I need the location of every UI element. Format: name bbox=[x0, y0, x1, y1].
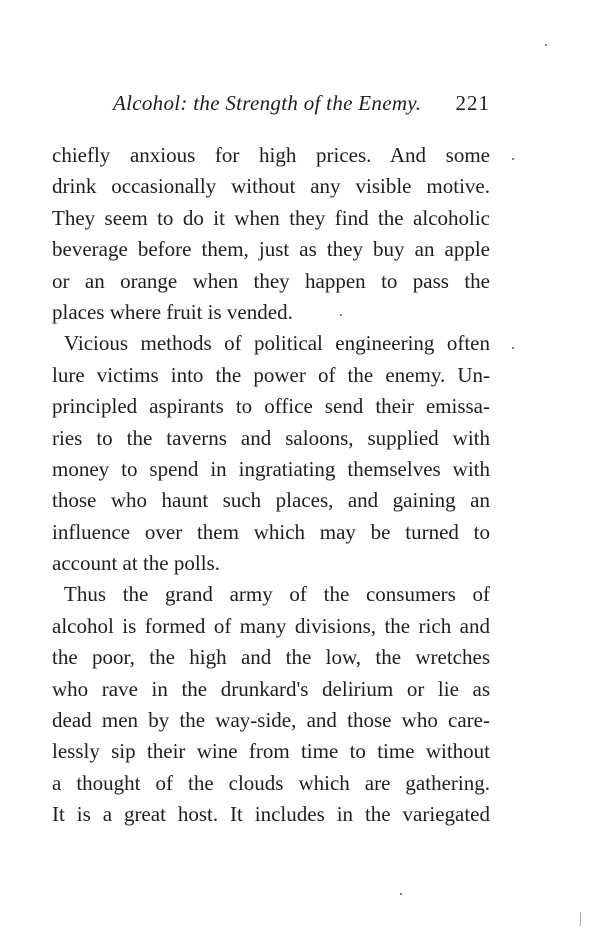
scan-speck bbox=[400, 893, 402, 895]
scan-speck bbox=[512, 158, 514, 160]
text-line: It is a great host. It includes in the variegated bbox=[52, 802, 490, 827]
text-line: or an orange when they happen to pass the bbox=[52, 268, 490, 293]
text-line: principled aspirants to office send their emissa- bbox=[52, 394, 490, 419]
scan-speck bbox=[340, 314, 342, 316]
text-line: They seem to do it when they find the alcoholic bbox=[52, 205, 490, 230]
text-line: places where fruit is vended. bbox=[52, 299, 293, 324]
text-line: drink occasionally without any visible motive. bbox=[52, 174, 490, 199]
body-text bbox=[52, 140, 490, 831]
text-line: money to spend in ingratiating themselves with bbox=[52, 456, 490, 481]
text-line: lure victims into the power of the enemy. Un- bbox=[52, 362, 490, 387]
text-line: ries to the taverns and saloons, supplied with bbox=[52, 425, 490, 450]
text-line: alcohol is formed of many divisions, the rich and bbox=[52, 613, 490, 638]
text-line: influence over them which may be turned to bbox=[52, 519, 490, 544]
scan-speck bbox=[512, 347, 514, 349]
text-line: those who haunt such places, and gaining an bbox=[52, 488, 490, 513]
text-line: chiefly anxious for high prices. And some bbox=[52, 143, 490, 167]
text-line: account at the polls. bbox=[52, 551, 220, 576]
text-line: Thus the grand army of the consumers of bbox=[64, 582, 490, 607]
text-line: who rave in the drunkard's delirium or lie as bbox=[52, 676, 490, 701]
text-line: beverage before them, just as they buy an apple bbox=[52, 237, 490, 262]
text-line: the poor, the high and the low, the wretches bbox=[52, 645, 490, 670]
chapter-title: Alcohol: the Strength of the Enemy. bbox=[113, 91, 422, 115]
text-line: lessly sip their wine from time to time without bbox=[52, 739, 490, 764]
page-number: 221 bbox=[455, 91, 490, 115]
scan-speck bbox=[545, 44, 547, 46]
text-line: Vicious methods of political engineering often bbox=[64, 331, 490, 356]
scan-speck bbox=[580, 912, 581, 926]
text-line: a thought of the clouds which are gathering. bbox=[52, 770, 490, 795]
text-line: dead men by the way-side, and those who care- bbox=[52, 708, 490, 733]
running-head bbox=[113, 88, 490, 118]
